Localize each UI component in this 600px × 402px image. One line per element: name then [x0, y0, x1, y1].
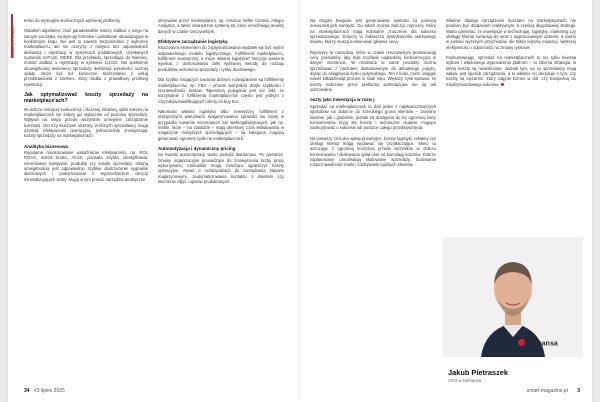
paragraph: Sprzedaż na marketplace'ach to dziś jeden z najskuteczniejszych sposobów na dotarcie do szerokiego grona klientów – zarówno lokalnie, jak i globalnie, jednak za dostępem do tej ogromnej bazy konsumentów kryją się koszty i techniczne niuanse mogące zadecydować o sukcesie lub porażce całego przedsięwzięcia.: [310, 103, 436, 131]
left-footer: [24, 388, 65, 394]
paragraph: Regularne monitorowanie wskaźników efektywności, np. ROI, ROAS, marża brutto, ACoS, pozwala szybko identyfikować nierentowne kampanie, produkty czy kanały sprzedaży. Istotną umiejętnością jest odpowiednio szybkie dostrzeżenie sygnałów alarmowych i podejmowanie z wyprzedzeniem decyzji minimalizujących straty. Mogą w tym pomóc narzędzia analityczne: [24, 150, 148, 182]
paragraph: Na pierwszy rzut oka opłaty prowizyjne, koszty logistyki, reklamy czy obsługi klienta mogą wydawać się przytłaczające. Mimo to wrzucając z ogromną korzyścią przede wszystkim w obliczu kontrolowania i skalowania opłat oraz od kumulacji kosztów. Dobrze zaplanowane umożliwiają skalowanie sprzedaży, budowanie rozpoznawalności marki i zdobywanie lojalnych klientów.: [310, 135, 436, 168]
right-column-1: [310, 18, 436, 173]
subheading: Analityka biznesowa: [24, 143, 69, 149]
page-number: 34: [24, 388, 30, 394]
author-caption: [448, 368, 508, 383]
paragraph: Kluczowym elementem do zoptymalizowania wydatek się być wybór odpowiedniego modelu logistycznego. Fulfillment marketplace'u, fulfillment zewnętrzny, a może własna logistyka? Decyzja powinna wynikać z dostosowania zalet wybranej metody do rodzaju produktów, wolumenu sprzedaży i rynku docelowego.: [158, 45, 284, 72]
company-logo: [518, 340, 558, 347]
paragraph: treści do wymogów technicznych wybranej platformy.: [24, 18, 122, 23]
paragraph: Ostatnim aspektem, choć paradoksalnie należy zadbać o niego na samym początku, są wymogi formalne i podatkowe obowiązujące w konkretnym kraju. Nie jest to zawsze bezpośrednio z wyborem marketplace'u, ale nie ruszymy z miejsca bez odpowiednich deklaracji i rejestracji w systemach podatkowych, uzyskanych numerów VAT-UE, WEEE. Dla przykładu, sprzedając do Niemiec, musisz zadbać o rejestrację w systemie LUCID. Nie spełnienie obowiązkowej wolumenu sprzedaży deklaracji wysokości rocznej opłaty. Może być też konieczne skorzystanie z usług przedstawiciela z Niemiec, który zadba o prawidłowy przebieg rejestracji.: [24, 28, 148, 87]
author-name: Jakub Pietraszek: [448, 368, 508, 377]
left-column-2: [158, 18, 284, 189]
issue-label: #3 lipiec 2025: [33, 388, 65, 394]
page-number: 3: [577, 388, 580, 394]
right-column-2: [446, 18, 576, 92]
right-footer: [527, 388, 580, 394]
author-photo: [443, 237, 583, 357]
paragraph: Dla szybko rotujących towarów dobrym rozwiązaniem są fulfillmenty marketplace'ów, np. FBA – przede wszystkim dzięki szybkości i niezawodności dostaw. Tajemnicą polegania jest też fakt, że korzystanie z fulfilmentu marketplace'ów często jest jednym z czynników kwalifikujących oferty do buy box.: [158, 77, 284, 104]
paragraph: Do kwestii automatyzacji warto podejść dwutorowo. Po pierwsze, zmiany organizacyjne prowadzące do zmniejszenia liczby pracy wykonywanej manualnie mogą znacząco ograniczyć koszty operacyjne. Mowa o rozwiązaniach do zarządzania stanami magazynowymi, zautomatyzowania kontaktu z klientem czy tworzenia zdjęć i opisów produktowych.: [158, 152, 284, 185]
paragraph: Na drugim biegunie jest generowanie wartości za pomocą nowoczesnych narzędzi. Do takich można zaliczyć repricery. Które na marketplace'ach mają kolosalne znaczenie dla sukcesu sprzedażowego. Dotyczy to zwłaszcza dystrybutorów markowego towaru, którzy muszą konkurować głównie ceną.: [310, 18, 436, 45]
paragraph: Repricery to narzędzia, które w czasie rzeczywistym dostosowują ceny produktów, aby była możliwie najbardziej konkurencyjna w danym momencie. W rezultacie te same produkty można sprzedawać z narzutem dostosowanym do aktualnego popytu, dążąc do osiągnięcia zysku optymalnego. Ten z kolei, może osiągać nawet kilkadziesiąt procent w skali roku. Większy zysk sprawia, że koszty naliczane przez platformy sprzedażowe nie są tak odczuwalne.: [310, 49, 436, 93]
end-mark-icon: [501, 83, 504, 86]
heading: Jak optymalizować koszty sprzedaży na marketplace'ach?: [24, 92, 148, 105]
author-role: CEO w Nethansa: [448, 378, 482, 383]
logo-mark-icon: [518, 339, 525, 346]
subheading: Efektywne zarządzanie logistyką: [158, 39, 228, 45]
paragraph: oferowane przez marketplace'y, np. Amazon Seller Central, Allegro Analytics, a także zewnętrzne systemy BI, które umożliwiają analizę danych w czasie rzeczywistym.: [158, 18, 284, 34]
subheading: Automatyzacja i dynamiczny pricing: [158, 145, 236, 151]
left-column-1: [24, 18, 148, 187]
paragraph-text: Podsumowując, sprzedaż na marketplace'ach to nie tylko kwestia wyboru i właściwego wyposażenia platform – to zbiorna strategia, w której koszty są nieuniknione. Jednak tym, na co sprzedawcy mają wpływ, jest sposób zarządzania, a to właśnie on decyduje o tym, czy koszty są ciężarem, który ciągnie biznes w dół, czy trampoliną do międzynarodowego sukcesu.: [446, 55, 576, 87]
subheading: oszty jako inwestycja w rozw j: [310, 97, 375, 103]
paragraph: Właśnie dlatego zarządzanie kosztami na marketplace'ach nie powinno być działaniem reaktywnym, a częścią długofalowej strategii. Warto pamiętać, że inwestycje w technologię, logistykę, marketing czy obsługę klienta zwracają się wraz z wypracowanym czasem, a rowno w postaci wyższych przychodów, ale także lepszej reputacji, większej efektywności i odporności na zmiany rynkowe.: [446, 18, 576, 50]
site-url: smart-magazine.pl: [526, 388, 568, 394]
section-tab: [8, 14, 22, 60]
paragraph: [446, 55, 576, 87]
section-label: MODA FIRMA: [10, 25, 15, 58]
right-page: [300, 0, 592, 402]
portrait-illustration: [443, 237, 583, 357]
left-page: [8, 0, 300, 402]
logo-text: nethansa: [527, 340, 558, 348]
paragraph: W obliczu rosnącej konkurencji i złożonej struktury opłat sukces na marketplace'ach nie zależy już wyłącznie od poziomu sprzedaży. Wpływa na niego przede wszystkim umiejętne zarządzanie kosztami. Oto trzy kluczowe obszary, w których sprzedawcy mogą uzyskać efektywność operacyjną, jednocześnie zmniejszając koszty sprzedaży na marketplace'ach.: [24, 106, 148, 139]
paragraph: Natomiast własna logistyka albo zewnętrzny fulfillment z elastycznymi warunkami magazynowania sprawdzi się lepiej w przypadku towarów sezonowych lub wielkogabarytowych, jak np. meble, które – na zasadzie – mają określony czas składowania w magazynie mniejszych sprzedających – są kategoria mogącą generować ogromne zyski na marketplace'ach.: [158, 108, 284, 141]
